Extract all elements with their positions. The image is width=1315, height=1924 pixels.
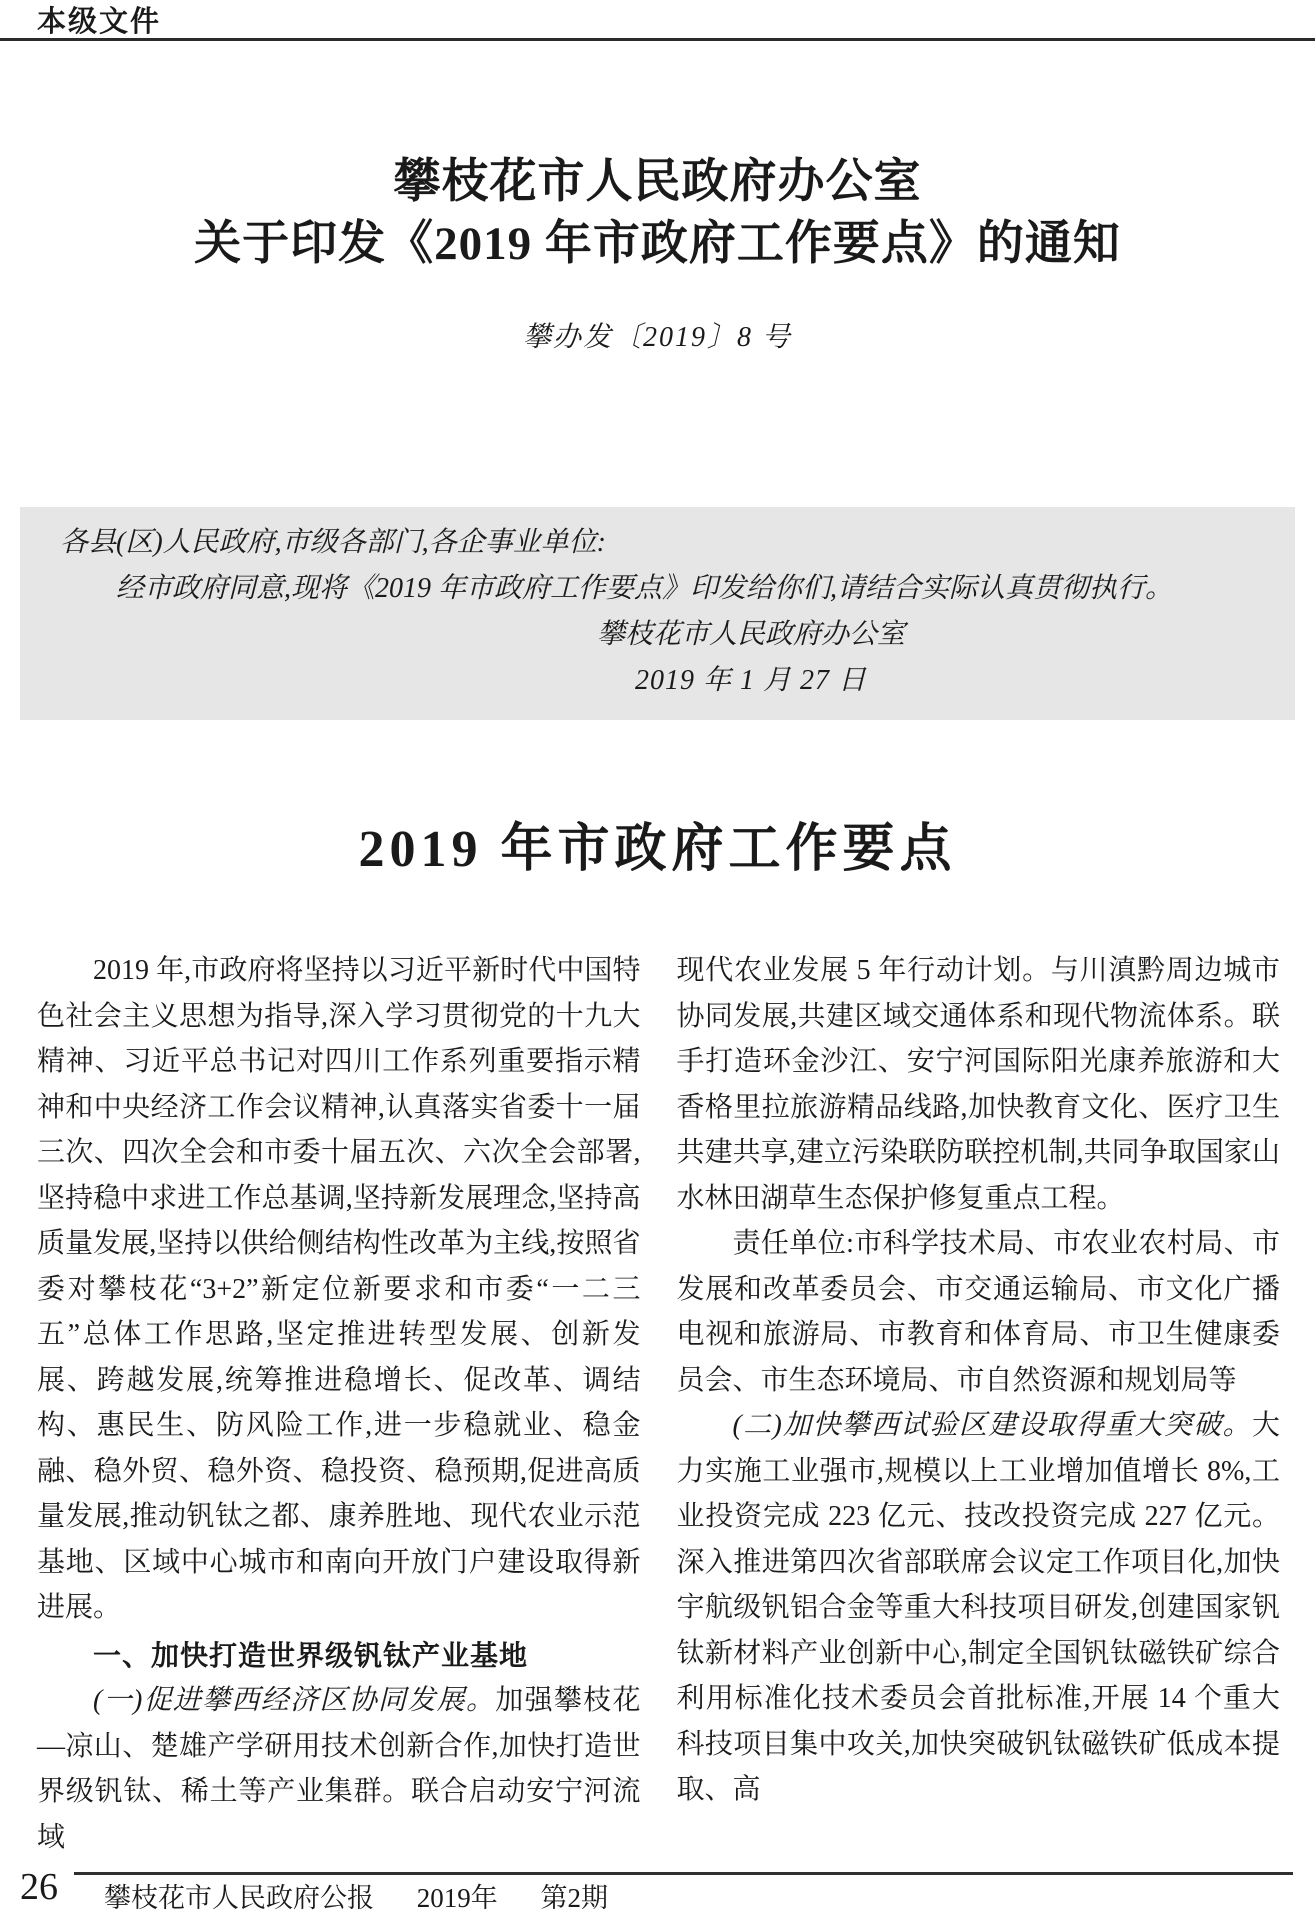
responsibility-paragraph: 责任单位:市科学技术局、市农业农村局、市发展和改革委员会、市交通运输局、市文化广播电视和旅游局、市教育和体育局、市卫生健康委员会、市生态环境局、市自然资源和规划局等 <box>676 1228 1280 1396</box>
continuation-paragraph: 现代农业发展 5 年行动计划。与川滇黔周边城市协同发展,共建区域交通体系和现代物流体系。联手打造环金沙江、安宁河国际阳光康养旅游和大香格里拉旅游精品线路,加快教育文化、医疗卫生共建共享,建立污染联防联控机制,共同争取国家山水林田湖草生态保护修复重点工程。 <box>676 955 1280 1214</box>
section-header <box>0 0 1315 41</box>
item-1-text: 加强攀枝花—凉山、楚雄产学研用技术创新合作,加快打造世界级钒钛、稀土等产业集群。联合启动安宁河流域 <box>37 1685 641 1853</box>
section-heading-1: 一、加快打造世界级钒钛产业基地 <box>93 1639 529 1671</box>
item-2-text: 大力实施工业强市,规模以上工业增加值增长 8%,工业投资完成 223 亿元、技改投资完成 227 亿元。深入推进第四次省部联席会议定工作项目化,加快宇航级钒铝合金等重大科技项目研发,创建国家钒钛新材料产业创新中心,制定全国钒钛磁铁矿综合利用标准化技术委员会首批标准,开展 14 个重大科技项目集中攻关,加快突破钒钛磁铁矿低成本提取、高 <box>676 1410 1280 1805</box>
article-title: 2019 年市政府工作要点 <box>358 821 957 878</box>
notice-title-line1: 攀枝花市人民政府办公室 <box>393 156 922 208</box>
item-2-paragraph <box>677 1403 1281 1813</box>
notice-title-line2: 关于印发《2019 年市政府工作要点》的通知 <box>194 218 1121 270</box>
left-column <box>37 948 641 1860</box>
signer-name: 攀枝花市人民政府办公室 <box>596 619 905 650</box>
section-label: 本级文件 <box>37 6 162 38</box>
item-1-lead: (一)促进攀西经济区协同发展。 <box>93 1685 496 1716</box>
sign-date: 2019 年 1 月 27 日 <box>634 665 867 696</box>
notice-body-text: 经市政府同意,现将《2019 年市政府工作要点》印发给你们,请结合实际认真贯彻执行。 <box>116 573 1174 604</box>
item-1-paragraph <box>37 1678 641 1860</box>
gazette-title: 攀枝花市人民政府公报 <box>104 1883 374 1913</box>
gazette-issue: 第2期 <box>540 1883 608 1913</box>
right-column <box>677 948 1281 1860</box>
notice-title <box>0 151 1315 275</box>
doc-number: 攀办发〔2019〕8 号 <box>522 322 792 353</box>
page-number: 26 <box>20 1866 58 1908</box>
signature-block <box>597 612 905 704</box>
article-body <box>0 948 1315 1860</box>
salutation: 各县(区)人民政府,市级各部门,各企事业单位: <box>60 527 606 558</box>
intro-paragraph: 2019 年,市政府将坚持以习近平新时代中国特色社会主义思想为指导,深入学习贯彻党的十九大精神、习近平总书记对四川工作系列重要指示精神和中央经济工作会议精神,认真落实省委十一届三次、四次全会和市委十届五次、六次全会部署,坚持稳中求进工作总基调,坚持新发展理念,坚持高质量发展,坚持以供给侧结构性改革为主线,按照省委对攀枝花“3+2”新定位新要求和市委“一二三五”总体工作思路,坚定推进转型发展、创新发展、跨越发展,统筹推进稳增长、促改革、调结构、惠民生、防风险工作,进一步稳就业、稳金融、稳外贸、稳外资、稳投资、稳预期,促进高质量发展,推动钒钛之都、康养胜地、现代农业示范基地、区域中心城市和南向开放门户建设取得新进展。 <box>37 955 641 1623</box>
page-footer <box>20 1866 1293 1914</box>
gazette-year: 2019年 <box>416 1883 498 1913</box>
footer-info <box>74 1872 1293 1914</box>
notice-box <box>20 507 1295 720</box>
item-2-lead: (二)加快攀西试验区建设取得重大突破。 <box>732 1410 1252 1441</box>
